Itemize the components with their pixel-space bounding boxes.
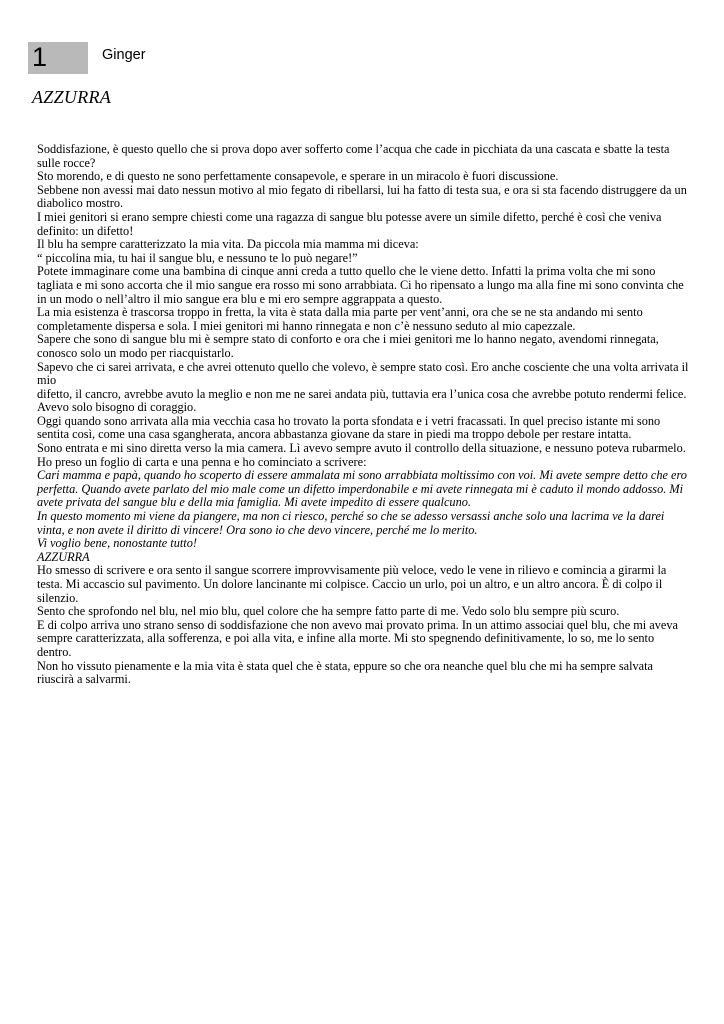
paragraph: Oggi quando sono arrivata alla mia vecchia casa ho trovato la porta sfondata e i vetri fracassati. In quel preciso istante mi sono sentita così, come una casa sgangherata, ancora abbastanza giovane da stare in piedi ma troppo debole per restare intatta. xyxy=(37,413,661,442)
paragraph: I miei genitori si erano sempre chiesti come una ragazza di sangue blu potesse avere un simile difetto, perché è così che veniva definito: un difetto! xyxy=(37,209,662,238)
story-title: AZZURRA xyxy=(32,87,112,107)
paragraph: Vi voglio bene, nonostante tutto! xyxy=(37,536,197,551)
paragraph: Avevo solo bisogno di coraggio. xyxy=(37,400,197,415)
paragraph: Cari mamma e papà, quando ho scoperto di essere ammalata mi sono arrabbiata moltissimo con voi. Mi avete sempre detto che ero perfetta. Quando avete parlato del mio male come un difetto imperdonabile e mi avete rinnegata mi è caduto il mondo addosso. Mi avete privata del sangue blu e della mia famiglia. Mi avete impedito di essere qualcuno. xyxy=(37,468,687,510)
paragraph: Il blu ha sempre caratterizzato la mia vita. Da piccola mia mamma mi diceva: xyxy=(37,237,419,252)
paragraph: Sento che sprofondo nel blu, nel mio blu, quel colore che ha sempre fatto parte di me. Vedo solo blu sempre più scuro. xyxy=(37,604,620,619)
paragraph: difetto, il cancro, avrebbe avuto la meglio e non me ne sarei andata più, tuttavia era l’unica cosa che avrebbe potuto rendermi felice. xyxy=(37,386,687,401)
paragraph: Sapevo che ci sarei arrivata, e che avrei ottenuto quello che volevo, è sempre stato così. Ero anche cosciente che una volta arrivata il mio xyxy=(37,359,689,388)
paragraph: Potete immaginare come una bambina di cinque anni creda a tutto quello che le viene detto. Infatti la prima volta che mi sono tagliata e mi sono accorta che il mio sangue era rosso mi sono arrabbiata. Ci ho ripensato a lungo ma alla fine mi sono convinta che in un modo o nell’altro il mio sangue era blu e mi ero sempre aggrappata a questo. xyxy=(37,264,684,306)
paragraph: Ho smesso di scrivere e ora sento il sangue scorrere improvvisamente più veloce, vedo le vene in rilievo e comincia a girarmi la testa. Mi accascio sul pavimento. Un dolore lancinante mi colpisce. Caccio un urlo, poi un altro, e un altro ancora. È di colpo il silenzio. xyxy=(37,563,667,605)
paragraph: “ piccolina mia, tu hai il sangue blu, e nessuno te lo può negare!” xyxy=(37,250,358,265)
paragraph: Sto morendo, e di questo ne sono perfettamente consapevole, e sperare in un miracolo è fuori discussione. xyxy=(37,169,559,184)
paragraph: La mia esistenza è trascorsa troppo in fretta, la vita è stata dalla mia parte per vent’anni, ora che se ne sta andando mi sento completamente dispersa e sola. I miei genitori mi hanno rinnegata e non c’è nessuno seduto al mio capezzale. xyxy=(37,305,643,333)
paragraph: Soddisfazione, è questo quello che si prova dopo aver sofferto come l’acqua che cade in picchiata da una cascata e sbatte la testa sulle rocce? xyxy=(37,142,670,170)
chapter-number-box xyxy=(28,42,88,74)
paragraph: Sebbene non avessi mai dato nessun motivo al mio fegato di ribellarsi, lui ha fatto di testa sua, e ora si sta facendo distruggere da un diabolico mostro. xyxy=(37,182,687,211)
story-body xyxy=(37,143,691,687)
paragraph: E di colpo arriva uno strano senso di soddisfazione che non avevo mai provato prima. In un attimo associai quel blu, che mi aveva sempre caratterizzata, alla sofferenza, e poi alla vita, e infine alla morte. Mi sto spegnendo definitivamente, lo so, me lo sento dentro. xyxy=(37,617,678,659)
paragraph: Sono entrata e mi sino diretta verso la mia camera. Lì avevo sempre avuto il controllo della situazione, e nessuno poteva rubarmelo. xyxy=(37,441,686,456)
paragraph: AZZURRA xyxy=(37,549,90,564)
paragraph: Sapere che sono di sangue blu mi è sempre stato di conforto e ora che i miei genitori me lo hanno negato, avendomi rinnegata, conosco solo un modo per riacquistarlo. xyxy=(37,332,659,360)
paragraph: In questo momento mi viene da piangere, ma non ci riesco, perché so che se adesso versassi anche solo una lacrima ve la darei vinta, e non avete il diritto di vincere! Ora sono io che devo vincere, perché me lo merito. xyxy=(37,509,665,537)
author-name: Ginger xyxy=(102,47,146,63)
paragraph: Non ho vissuto pienamente e la mia vita è stata quel che è stata, eppure so che ora neanche quel blu che mi ha sempre salvata riuscirà a salvarmi. xyxy=(37,658,653,687)
chapter-number: 1 xyxy=(32,42,48,72)
paragraph: Ho preso un foglio di carta e una penna e ho cominciato a scrivere: xyxy=(37,454,367,469)
